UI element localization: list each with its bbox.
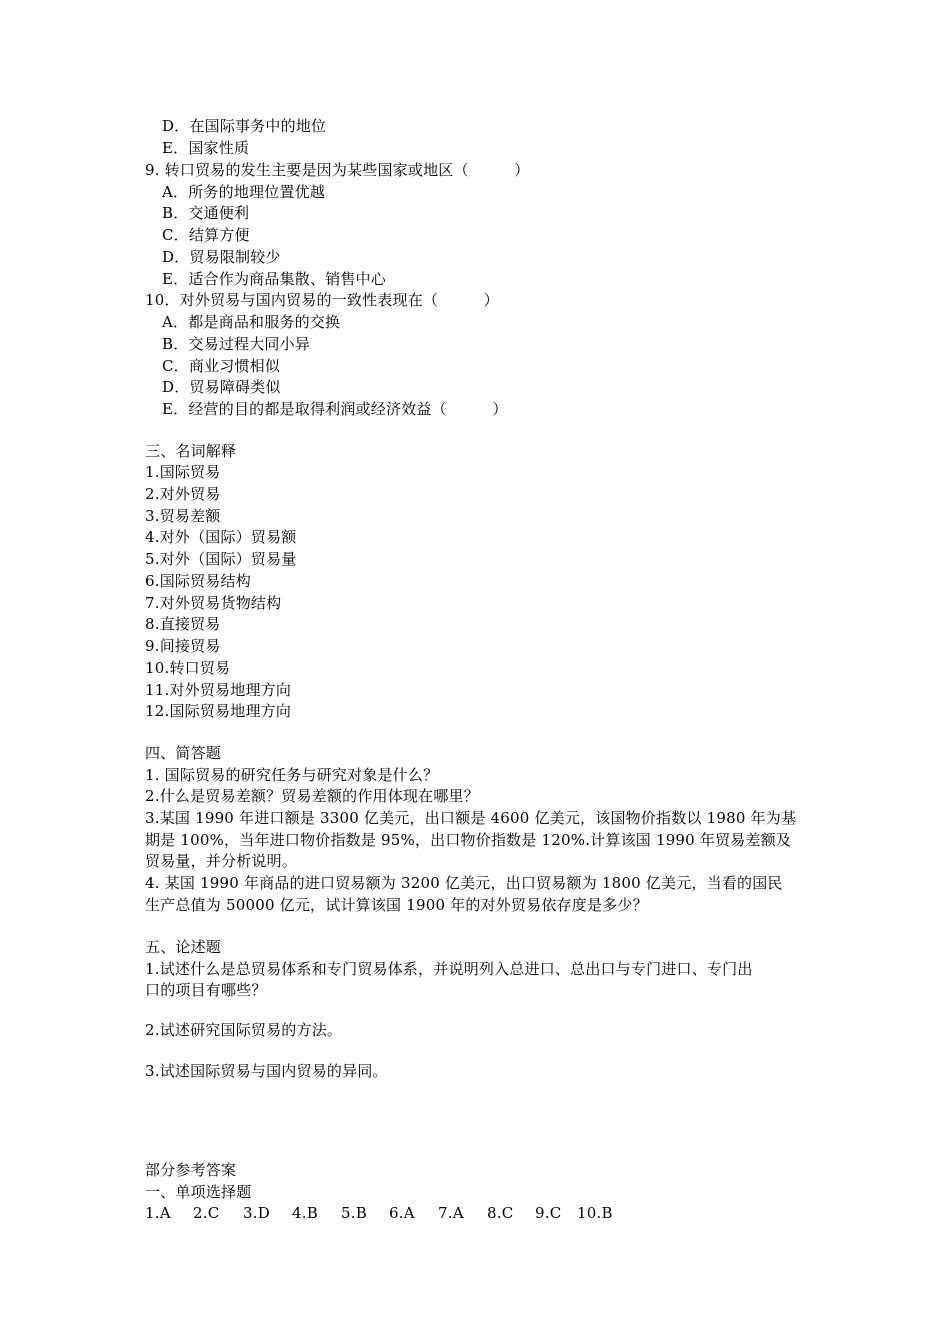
section3-item: 11.对外贸易地理方向 xyxy=(145,681,292,699)
answer-item: 10.B xyxy=(577,1204,613,1222)
q9-option-a: A．所务的地理位置优越 xyxy=(162,183,326,201)
q9-question: 9. 转口贸易的发生主要是因为某些国家或地区（ ） xyxy=(145,161,530,179)
section4-line: 2.什么是贸易差额？贸易差额的作用体现在哪里？ xyxy=(145,787,479,805)
section3-item: 1.国际贸易 xyxy=(145,463,221,481)
section5-q2: 2.试述研究国际贸易的方法。 xyxy=(145,1021,343,1039)
section3-item: 12.国际贸易地理方向 xyxy=(145,702,292,720)
q9-option-c: C．结算方便 xyxy=(162,226,250,244)
section3-item: 2.对外贸易 xyxy=(145,485,221,503)
section4-line: 贸易量，并分析说明。 xyxy=(145,852,298,870)
answer-item: 2.C xyxy=(193,1204,220,1222)
q9-option-d: D．贸易限制较少 xyxy=(162,248,281,266)
section3-item: 4.对外（国际）贸易额 xyxy=(145,528,297,546)
q10-option-e: E．经营的目的都是取得利润或经济效益（ ） xyxy=(162,400,508,418)
answer-item: 1.A xyxy=(145,1204,171,1222)
section4-line: 3.某国 1990 年进口额是 3300 亿美元，出口额是 4600 亿美元，该国物价指数以 1980 年为基 xyxy=(145,809,797,827)
section4-line: 4. 某国 1990 年商品的进口贸易额为 3200 亿美元，出口贸易额为 1800 亿美元，当看的国民 xyxy=(145,874,783,892)
q10-question: 10．对外贸易与国内贸易的一致性表现在（ ） xyxy=(145,291,499,309)
section3-item: 6.国际贸易结构 xyxy=(145,572,251,590)
answer-item: 6.A xyxy=(389,1204,415,1222)
section3-item: 9.间接贸易 xyxy=(145,637,221,655)
q10-option-c: C．商业习惯相似 xyxy=(162,357,281,375)
section3-item: 8.直接贸易 xyxy=(145,615,221,633)
section4-line: 期是 100%，当年进口物价指数是 95%，出口物价指数是 120%.计算该国 1990 年贸易差额及 xyxy=(145,831,792,849)
q10-option-d: D．贸易障碍类似 xyxy=(162,378,281,396)
answer-item: 5.B xyxy=(341,1204,367,1222)
section5-q3: 3.试述国际贸易与国内贸易的异同。 xyxy=(145,1062,388,1080)
section5-q1-line2: 口的项目有哪些？ xyxy=(145,981,267,999)
answer-item: 3.D xyxy=(243,1204,270,1222)
section3-item: 10.转口贸易 xyxy=(145,659,231,677)
answer-item: 7.A xyxy=(438,1204,464,1222)
q10-option-b: B．交易过程大同小异 xyxy=(162,335,311,353)
q8-option-e: E．国家性质 xyxy=(162,139,250,157)
answers-title: 部分参考答案 xyxy=(145,1161,237,1179)
answer-item: 9.C xyxy=(535,1204,562,1222)
section3-title: 三、名词解释 xyxy=(145,442,237,460)
answers-row xyxy=(145,1203,613,1223)
section3-item: 3.贸易差额 xyxy=(145,507,221,525)
q9-option-b: B．交通便利 xyxy=(162,204,250,222)
q10-option-a: A．都是商品和服务的交换 xyxy=(162,313,341,331)
answer-item: 4.B xyxy=(292,1204,318,1222)
section3-item: 5.对外（国际）贸易量 xyxy=(145,550,297,568)
section4-title: 四、简答题 xyxy=(145,744,222,762)
q9-option-e: E．适合作为商品集散、销售中心 xyxy=(162,270,386,288)
q8-option-d: D．在国际事务中的地位 xyxy=(162,117,327,135)
section4-line: 生产总值为 50000 亿元，试计算该国 1900 年的对外贸易依存度是多少？ xyxy=(145,896,648,914)
answer-item: 8.C xyxy=(487,1204,514,1222)
section5-q1-line1: 1.试述什么是总贸易体系和专门贸易体系，并说明列入总进口、总出口与专门进口、专门出 xyxy=(145,960,753,978)
section4-line: 1. 国际贸易的研究任务与研究对象是什么？ xyxy=(145,766,439,784)
section5-title: 五、论述题 xyxy=(145,938,222,956)
answers-subtitle: 一、单项选择题 xyxy=(145,1183,252,1201)
section3-item: 7.对外贸易货物结构 xyxy=(145,594,282,612)
